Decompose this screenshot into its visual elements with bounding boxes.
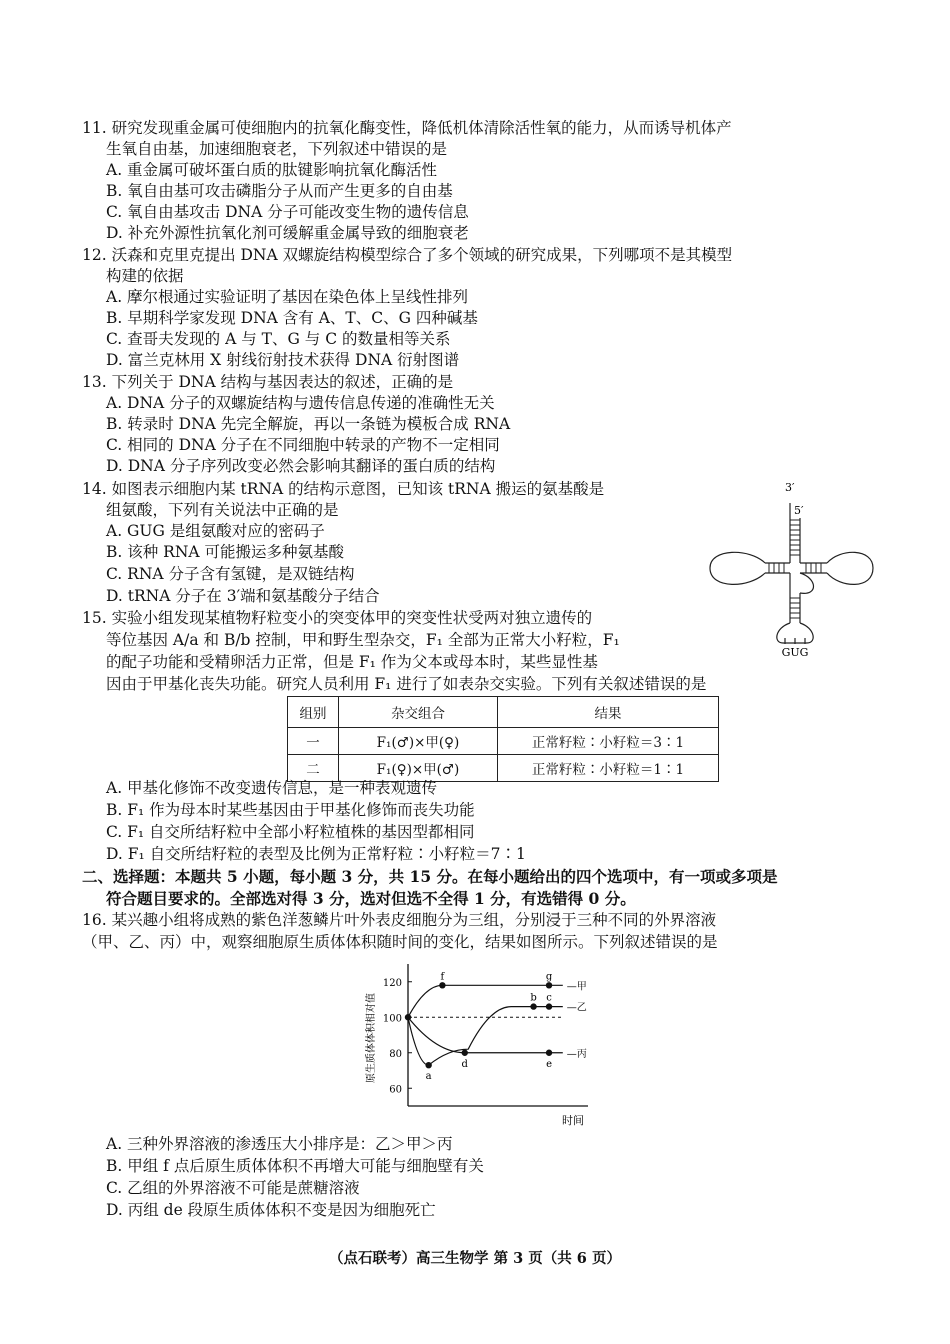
trna-5prime-label: 5′ xyxy=(794,504,804,517)
x-axis-label: 时间 xyxy=(562,1114,584,1127)
point-label-g: g xyxy=(545,971,553,983)
y-axis-label: 原生质体体积相对值 xyxy=(366,993,377,1083)
section2-title-line2: 符合题目要求的。全部选对得 3 分，选对但选不全得 1 分，有选错得 0 分。 xyxy=(106,889,636,908)
q13-option-b: B. 转录时 DNA 先完全解旋，再以一条链为模板合成 RNA xyxy=(106,415,511,433)
data-point-g xyxy=(546,982,552,988)
data-point-c xyxy=(546,1003,552,1009)
q16-option-b: B. 甲组 f 点后原生质体体积不再增大可能与细胞壁有关 xyxy=(106,1157,484,1175)
q11-option-b: B. 氧自由基可攻击磷脂分子从而产生更多的自由基 xyxy=(106,182,453,200)
trna-anticodon-label: GUG xyxy=(781,646,809,659)
trna-structure-diagram xyxy=(705,478,890,663)
q11-option-d: D. 补充外源性抗氧化剂可缓解重金属导致的细胞衰老 xyxy=(106,224,469,242)
q12-option-b: B. 早期科学家发现 DNA 含有 A、T、C、G 四种碱基 xyxy=(106,309,478,327)
page-footer: （点石联考）高三生物学 第 3 页（共 6 页） xyxy=(329,1250,621,1267)
table-cell: F₁(♀)×甲(♂) xyxy=(339,755,498,782)
q14-option-c: C. RNA 分子含有氢键，是双链结构 xyxy=(106,565,355,583)
q12-stem-line2: 构建的依据 xyxy=(106,267,184,285)
q16-option-a: A. 三种外界溶液的渗透压大小排序是：乙＞甲＞丙 xyxy=(106,1135,453,1153)
q12-option-a: A. 摩尔根通过实验证明了基因在染色体上呈线性排列 xyxy=(106,288,469,306)
y-tick-label: 100 xyxy=(382,1013,402,1025)
q13-option-d: D. DNA 分子序列改变必然会影响其翻译的蛋白质的结构 xyxy=(106,457,496,475)
y-tick-label: 60 xyxy=(389,1084,402,1096)
table-cell: 正常籽粒∶小籽粒＝3∶1 xyxy=(498,728,719,755)
q14-stem-line2: 组氨酸，下列有关说法中正确的是 xyxy=(106,501,339,519)
data-point-e xyxy=(546,1050,552,1056)
series-line-乙 xyxy=(408,1007,563,1066)
point-label-f: f xyxy=(440,971,445,983)
point-label-d: d xyxy=(461,1058,468,1070)
q15-option-d: D. F₁ 自交所结籽粒的表型及比例为正常籽粒∶小籽粒＝7∶1 xyxy=(106,845,526,863)
q12-option-d: D. 富兰克林用 X 射线衍射技术获得 DNA 衍射图谱 xyxy=(106,351,460,369)
q12-option-c: C. 查哥夫发现的 A 与 T、G 与 C 的数量相等关系 xyxy=(106,330,451,348)
q16-stem-line2: （甲、乙、丙）中，观察细胞原生质体体积随时间的变化，结果如图所示。下列叙述错误的是 xyxy=(82,933,718,951)
q14-option-b: B. 该种 RNA 可能搬运多种氨基酸 xyxy=(106,543,345,561)
y-tick-label: 80 xyxy=(389,1048,402,1060)
table-row xyxy=(288,728,719,755)
q15-stem-line4: 因由于甲基化丧失功能。研究人员利用 F₁ 进行了如表杂交实验。下列有关叙述错误的是 xyxy=(106,675,707,693)
point-label-b: b xyxy=(530,992,537,1004)
data-point-start xyxy=(405,1014,411,1020)
q14-option-d: D. tRNA 分子在 3′端和氨基酸分子结合 xyxy=(106,587,380,605)
table-cell: 一 xyxy=(288,728,339,755)
q11-option-c: C. 氧自由基攻击 DNA 分子可能改变生物的遗传信息 xyxy=(106,203,469,221)
q13-option-a: A. DNA 分子的双螺旋结构与遗传信息传递的准确性无关 xyxy=(106,394,495,412)
point-label-a: a xyxy=(425,1071,432,1083)
q15-stem-line2: 等位基因 A/a 和 B/b 控制，甲和野生型杂交，F₁ 全部为正常大小籽粒，F₁ xyxy=(106,631,620,649)
point-label-c: c xyxy=(546,992,552,1004)
data-point-a xyxy=(425,1062,431,1068)
col-header-cross: 杂交组合 xyxy=(339,697,498,728)
osmosis-line-chart xyxy=(360,958,600,1130)
trna-3prime-label: 3′ xyxy=(785,481,795,494)
q15-stem-line3: 的配子功能和受精卵活力正常，但是 F₁ 作为父本或母本时，某些显性基 xyxy=(106,653,598,671)
q16-option-c: C. 乙组的外界溶液不可能是蔗糖溶液 xyxy=(106,1179,360,1197)
section2-title-line1: 二、选择题：本题共 5 小题，每小题 3 分，共 15 分。在每小题给出的四个选项中，有一项或多项是 xyxy=(82,867,778,886)
table-cell: F₁(♂)×甲(♀) xyxy=(339,728,498,755)
q16-option-d: D. 丙组 de 段原生质体体积不变是因为细胞死亡 xyxy=(106,1201,436,1219)
q15-option-c: C. F₁ 自交所结籽粒中全部小籽粒植株的基因型都相同 xyxy=(106,823,475,841)
series-label-丙: —丙 xyxy=(566,1048,587,1060)
q12-stem-line1: 12. 沃森和克里克提出 DNA 双螺旋结构模型综合了多个领域的研究成果，下列哪项不是其模型 xyxy=(82,246,733,264)
q11-option-a: A. 重金属可破坏蛋白质的肽键影响抗氧化酶活性 xyxy=(106,161,438,179)
q16-stem-line1: 16. 某兴趣小组将成熟的紫色洋葱鳞片叶外表皮细胞分为三组，分别浸于三种不同的外界溶液 xyxy=(82,911,717,929)
table-cell: 二 xyxy=(288,755,339,782)
series-label-甲: —甲 xyxy=(566,981,587,993)
q13-option-c: C. 相同的 DNA 分子在不同细胞中转录的产物不一定相同 xyxy=(106,436,500,454)
q11-stem-line1: 11. 研究发现重金属可使细胞内的抗氧化酶变性，降低机体清除活性氧的能力，从而诱导机体产 xyxy=(82,119,732,137)
col-header-result: 结果 xyxy=(498,697,719,728)
q15-option-b: B. F₁ 作为母本时某些基因由于甲基化修饰而丧失功能 xyxy=(106,801,475,819)
cross-table xyxy=(287,696,719,782)
table-cell: 正常籽粒∶小籽粒＝1∶1 xyxy=(498,755,719,782)
table-header-row xyxy=(288,697,719,728)
series-line-甲 xyxy=(408,985,563,1017)
point-label-e: e xyxy=(546,1058,553,1070)
q11-stem-line2: 生氧自由基，加速细胞衰老，下列叙述中错误的是 xyxy=(106,140,448,158)
q15-option-a: A. 甲基化修饰不改变遗传信息，是一种表观遗传 xyxy=(106,779,438,797)
data-point-f xyxy=(439,982,445,988)
y-tick-label: 120 xyxy=(382,977,402,989)
data-point-b xyxy=(530,1003,536,1009)
q14-stem-line1: 14. 如图表示细胞内某 tRNA 的结构示意图，已知该 tRNA 搬运的氨基酸是 xyxy=(82,480,605,498)
q15-stem-line1: 15. 实验小组发现某植物籽粒变小的突变体甲的突变性状受两对独立遗传的 xyxy=(82,609,593,627)
series-label-乙: —乙 xyxy=(566,1002,587,1014)
q13-stem: 13. 下列关于 DNA 结构与基因表达的叙述，正确的是 xyxy=(82,373,454,391)
data-point-d xyxy=(462,1050,468,1056)
col-header-group: 组别 xyxy=(288,697,339,728)
q14-option-a: A. GUG 是组氨酸对应的密码子 xyxy=(106,522,325,540)
